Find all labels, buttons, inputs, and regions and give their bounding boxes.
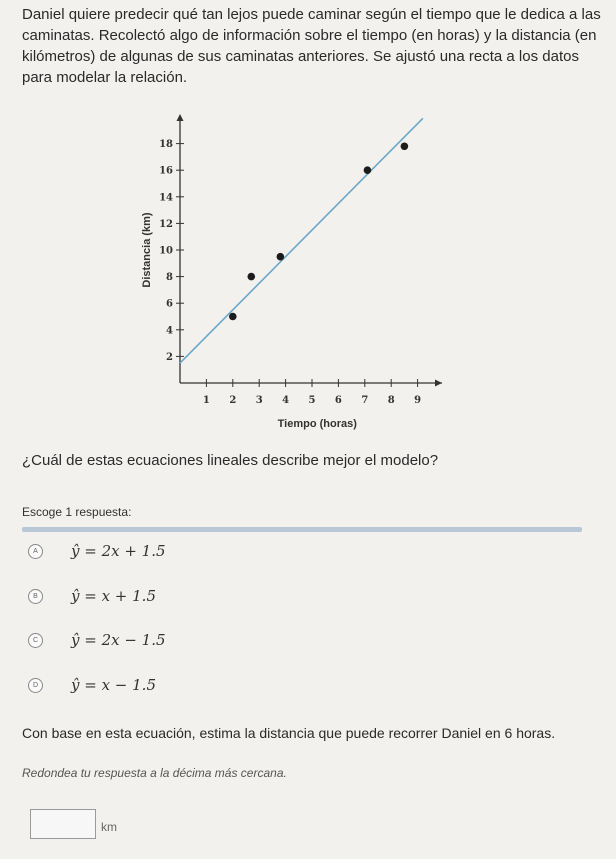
x-axis-arrow xyxy=(435,380,442,387)
option-b-text: ŷ = x + 1.5 xyxy=(71,587,156,605)
x-tick-label: 1 xyxy=(202,395,210,406)
x-tick-label: 9 xyxy=(414,395,422,406)
data-point xyxy=(247,273,255,281)
option-b[interactable] xyxy=(28,583,328,609)
radio-option-b[interactable]: B xyxy=(28,589,43,604)
answer-unit: km xyxy=(101,820,117,834)
y-tick-label: 16 xyxy=(159,165,173,177)
answer-divider xyxy=(22,527,582,532)
data-point xyxy=(277,253,285,261)
radio-option-a[interactable]: A xyxy=(28,544,43,559)
y-tick-label: 10 xyxy=(159,245,173,257)
data-point xyxy=(364,166,372,174)
radio-option-d[interactable]: D xyxy=(28,678,43,693)
y-axis-arrow xyxy=(177,114,184,121)
x-tick-label: 6 xyxy=(334,395,342,406)
problem-intro: Daniel quiere predecir qué tan lejos puede caminar según el tiempo que le dedica a las caminatas. Recolectó algo de información sobre el tiempo (en horas) y la distancia (en kilómetros) de algunas de sus caminatas anteriores. Se ajustó una recta a los datos para modelar la relación. xyxy=(22,6,601,86)
x-tick-label: 8 xyxy=(387,395,395,406)
option-d[interactable] xyxy=(28,672,328,698)
estimate-prompt: Con base en esta ecuación, estima la distancia que puede recorrer Daniel en 6 horas. xyxy=(22,725,556,741)
fit-line xyxy=(180,118,423,363)
rounding-hint: Redondea tu respuesta a la décima más cercana. xyxy=(22,766,287,780)
radio-option-c[interactable]: C xyxy=(28,633,43,648)
x-tick-label: 3 xyxy=(255,395,263,406)
y-tick-label: 2 xyxy=(166,351,173,363)
answer-input[interactable] xyxy=(30,809,96,839)
y-tick-label: 4 xyxy=(166,325,173,337)
y-tick-label: 8 xyxy=(166,272,173,284)
x-axis-label: Tiempo (horas) xyxy=(277,418,357,430)
x-tick-label: 7 xyxy=(361,395,369,406)
scatter-chart xyxy=(110,108,490,433)
data-point xyxy=(401,142,409,150)
option-d-text: ŷ = x − 1.5 xyxy=(71,676,156,694)
y-tick-label: 14 xyxy=(159,192,173,204)
x-tick-label: 2 xyxy=(229,395,237,406)
data-point xyxy=(229,313,237,321)
option-c[interactable] xyxy=(28,627,328,653)
x-tick-label: 4 xyxy=(282,395,290,406)
option-a-text: ŷ = 2x + 1.5 xyxy=(71,542,166,560)
y-tick-label: 6 xyxy=(166,298,173,310)
y-tick-label: 12 xyxy=(159,218,173,230)
option-c-text: ŷ = 2x − 1.5 xyxy=(71,631,166,649)
question-text: ¿Cuál de estas ecuaciones lineales describe mejor el modelo? xyxy=(22,452,439,469)
choose-label: Escoge 1 respuesta: xyxy=(22,505,132,519)
x-tick-label: 5 xyxy=(308,395,316,406)
option-a[interactable] xyxy=(28,538,328,564)
y-axis-label: Distancia (km) xyxy=(141,212,153,288)
y-tick-label: 18 xyxy=(159,139,173,151)
